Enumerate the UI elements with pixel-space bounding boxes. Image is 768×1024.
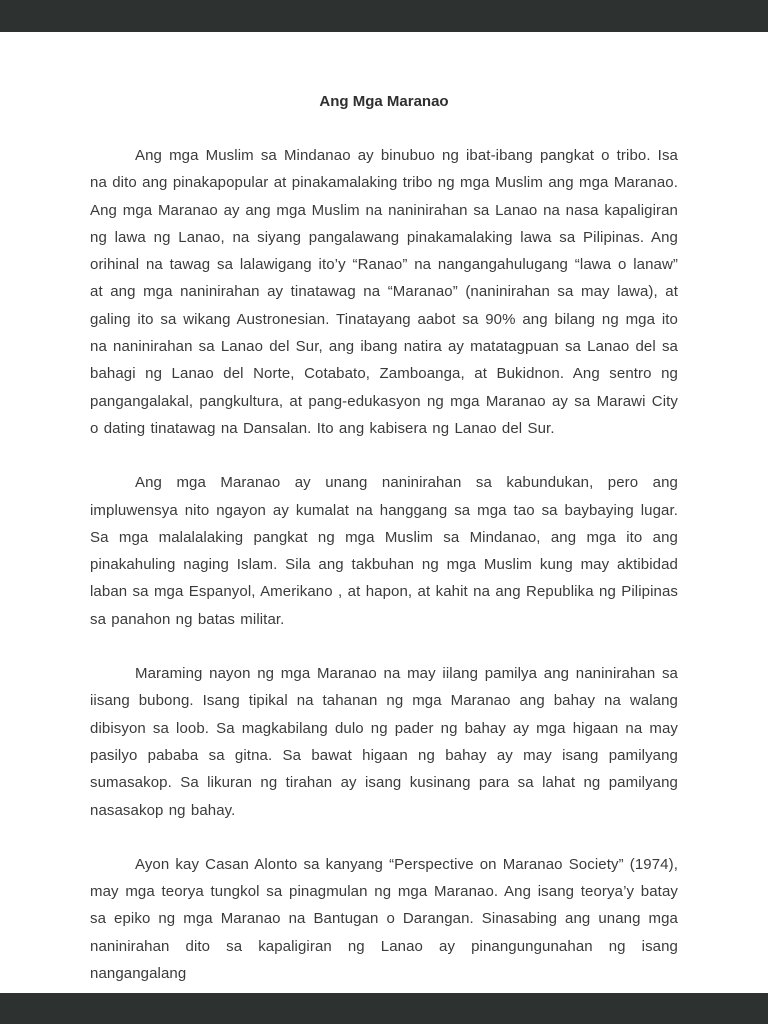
- paragraph: Ayon kay Casan Alonto sa kanyang “Perspective on Maranao Society” (1974), may mga teorya tungkol sa pinagmulan ng mga Maranao. Ang isang teorya’y batay sa epiko ng mga Maranao na Bantugan o Darangan. Sinasabing ang unang mga naninirahan dito sa kapaligiran ng Lanao ay pinangungunahan ng isang nangangalang: [90, 855, 678, 983]
- document-page: [0, 32, 768, 993]
- paragraph: Maraming nayon ng mga Maranao na may iilang pamilya ang naninirahan sa iisang bubong. Isang tipikal na tahanan ng mga Maranao ang bahay na walang dibisyon sa loob. Sa magkabilang dulo ng pader ng bahay ay mga higaan na may pasilyo pababa sa gitna. Sa bawat higaan ng bahay ay may isang pamilyang sumasakop. Sa likuran ng tirahan ay isang kusinang para sa lahat ng pamilyang nasasakop ng bahay.: [90, 665, 678, 819]
- paragraph: Ang mga Muslim sa Mindanao ay binubuo ng ibat-ibang pangkat o tribo. Isa na dito ang pinakapopular at pinakamalaking tribo ng mga Muslim ang mga Maranao. Ang mga Maranao ay ang mga Muslim na naninirahan sa Lanao na nasa kapaligiran ng lawa ng Lanao, na siyang pangalawang pinakamalaking lawa sa Pilipinas. Ang orihinal na tawag sa lalawigang ito’y “Ranao” na nangangahulugang “lawa o lanaw” at ang mga naninirahan ay tinatawag na “Maranao” (naninirahan sa may lawa), at galing ito sa wikang Austronesian. Tinatayang aabot sa 90% ang bilang ng mga ito na naninirahan sa Lanao del Sur, ang ibang natira ay matatagpuan sa Lanao del sa bahagi ng Lanao del Norte, Cotabato, Zamboanga, at Bukidnon. Ang sentro ng pangangalakal, pangkultura, at pang-edukasyon ng mga Maranao ay sa Marawi City o dating tinatawag na Dansalan. Ito ang kabisera ng Lanao del Sur.: [90, 147, 678, 437]
- document-title: Ang Mga Maranao: [319, 93, 449, 110]
- paragraph: Ang mga Maranao ay unang naninirahan sa kabundukan, pero ang impluwensya nito ngayon ay kumalat na hanggang sa mga tao sa baybaying lugar. Sa mga malalalaking pangkat ng mga Muslim sa Mindanao, ang mga ito ang pinakahuling naging Islam. Sila ang takbuhan ng mga Muslim kung may aktibidad laban sa mga Espanyol, Amerikano , at hapon, at kahit na ang Republika ng Pilipinas sa panahon ng batas militar.: [90, 474, 678, 628]
- document-content: [0, 32, 768, 987]
